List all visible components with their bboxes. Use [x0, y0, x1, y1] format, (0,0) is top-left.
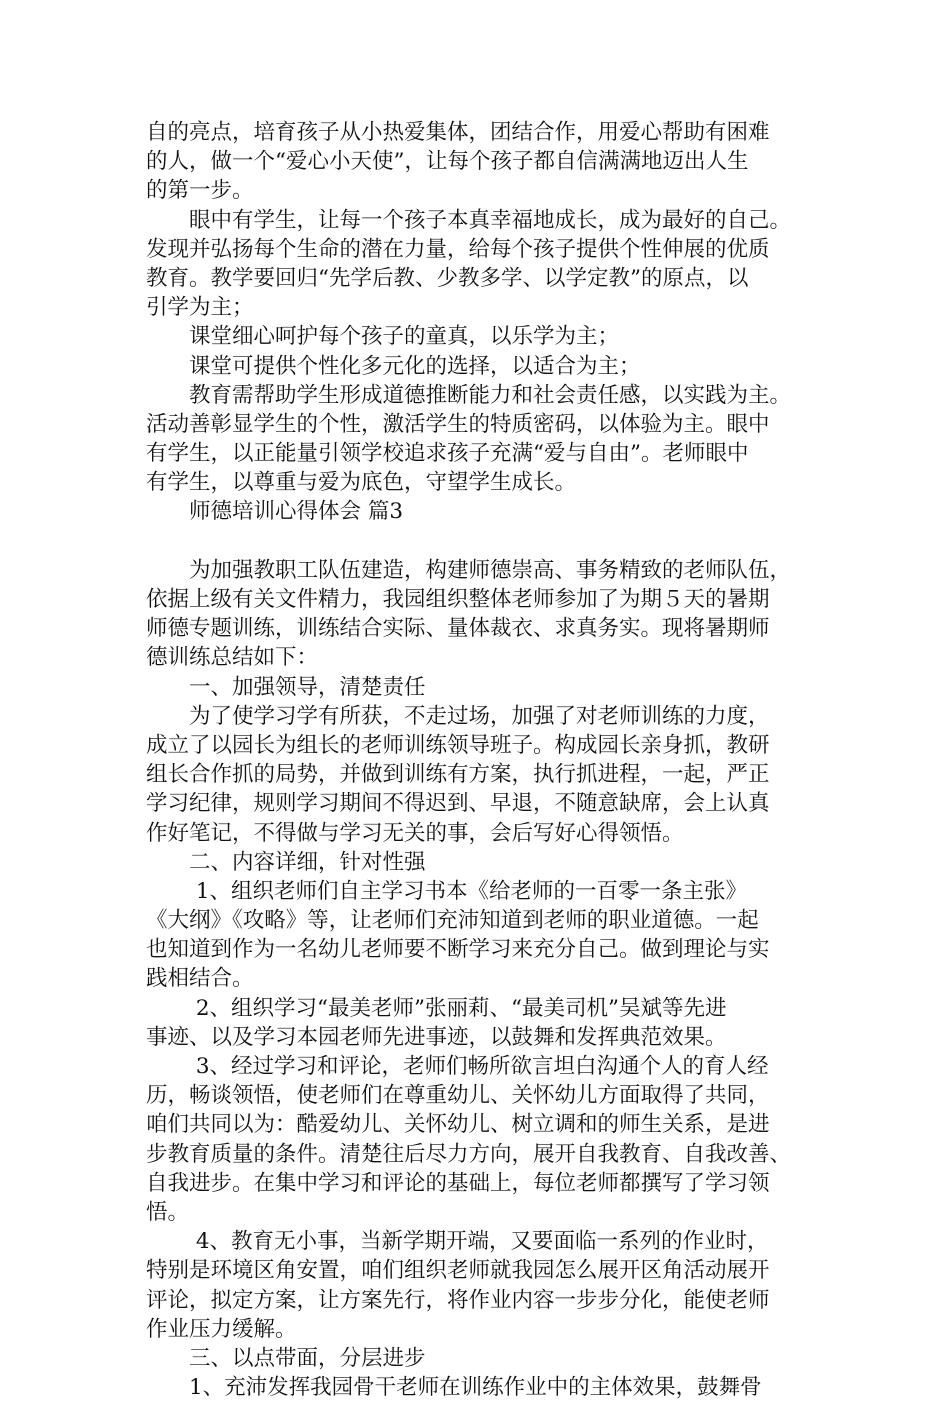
text-line: 悟。	[146, 1199, 190, 1225]
text-line: 为了使学习学有所获，不走过场，加强了对老师训练的力度，	[146, 703, 770, 729]
text-line: 作好笔记，不得做与学习无关的事，会后写好心得领悟。	[146, 820, 684, 846]
text-line: 发现并弘扬每个生命的潜在力量，给每个孩子提供个性伸展的优质	[146, 236, 770, 262]
text-line: 成立了以园长为组长的老师训练领导班子。构成园长亲身抓，教研	[146, 732, 770, 758]
text-line: 的第一步。	[146, 178, 254, 204]
text-line: 教育需帮助学生形成道德推断能力和社会责任感，以实践为主。	[146, 382, 792, 408]
text-line: 有学生，以尊重与爱为底色，守望学生成长。	[146, 470, 577, 496]
text-line: 3、经过学习和评论，老师们畅所欲言坦白沟通个人的育人经	[146, 1054, 769, 1079]
text-line: 引学为主；	[146, 295, 254, 321]
text-line: 组长合作抓的局势，并做到训练有方案，执行抓进程，一起，严正	[146, 762, 770, 788]
text-line: 作业压力缓解。	[146, 1316, 297, 1342]
text-line: 学习纪律，规则学习期间不得迟到、早退，不随意缺席，会上认真	[146, 791, 770, 817]
text-line: 自我进步。在集中学习和评论的基础上，每位老师都撰写了学习领	[146, 1170, 770, 1196]
text-line: 课堂细心呵护每个孩子的童真，以乐学为主；	[146, 324, 620, 350]
text-line: 课堂可提供个性化多元化的选择，以适合为主；	[146, 353, 641, 379]
text-line: 2、组织学习“最美老师”张丽莉、“最美司机”吴斌等先进	[146, 995, 727, 1021]
text-line: 评论，拟定方案，让方案先行，将作业内容一步步分化，能使老师	[146, 1287, 770, 1313]
text-line: 依据上级有关文件精力，我园组织整体老师参加了为期５天的暑期	[146, 587, 770, 612]
text-line: 历，畅谈领悟，使老师们在尊重幼儿、关怀幼儿方面取得了共同，	[146, 1083, 770, 1109]
text-line: 三、以点带面，分层进步	[146, 1345, 426, 1371]
text-line: 1、组织老师们自主学习书本《给老师的一百零一条主张》	[146, 878, 748, 904]
text-line: 1、充沛发挥我园骨干老师在训练作业中的主体效果，鼓舞骨	[146, 1375, 762, 1401]
blank-line	[146, 527, 826, 556]
text-line: 活动善彰显学生的个性，激活学生的特质密码，以体验为主。眼中	[146, 411, 770, 437]
text-line: 事迹、以及学习本园老师先进事迹，以鼓舞和发挥典范效果。	[146, 1024, 727, 1050]
text-line: 4、教育无小事，当新学期开端，又要面临一系列的作业时，	[146, 1229, 769, 1255]
text-line: 为加强教职工队伍建造，构建师德崇高、事务精致的老师队伍，	[146, 557, 792, 583]
text-line: 一、加强领导，清楚责任	[146, 674, 426, 700]
text-line: 教育。教学要回归“先学后教、少教多学、以学定教”的原点，以	[146, 265, 749, 291]
text-line: 咱们共同以为：酷爱幼儿、关怀幼儿、树立调和的师生关系，是进	[146, 1112, 770, 1138]
text-line: 德训练总结如下：	[146, 645, 319, 671]
text-line: 师德专题训练，训练结合实际、量体裁衣、求真务实。现将暑期师	[146, 616, 770, 642]
text-line: 践相结合。	[146, 966, 254, 992]
document-body	[146, 118, 826, 1402]
text-line: 的人，做一个“爱心小天使”，让每个孩子都自信满满地迈出人生	[146, 149, 749, 175]
text-line: 《大纲》《攻略》等，让老师们充沛知道到老师的职业道德。一起	[146, 908, 759, 934]
text-line: 自的亮点，培育孩子从小热爱集体，团结合作，用爱心帮助有困难	[146, 120, 770, 145]
text-line: 有学生，以正能量引领学校追求孩子充满“爱与自由”。老师眼中	[146, 441, 749, 467]
text-line: 眼中有学生，让每一个孩子本真幸福地成长，成为最好的自己。	[146, 207, 792, 233]
text-line: 步教育质量的条件。清楚往后尽力方向，展开自我教育、自我改善、	[146, 1141, 792, 1167]
text-line: 也知道到作为一名幼儿老师要不断学习来充分自己。做到理论与实	[146, 937, 770, 963]
text-line: 师德培训心得体会 篇3	[146, 499, 404, 525]
text-line: 二、内容详细，针对性强	[146, 849, 426, 875]
text-line: 特别是环境区角安置，咱们组织老师就我园怎么展开区角活动展开	[146, 1258, 770, 1284]
